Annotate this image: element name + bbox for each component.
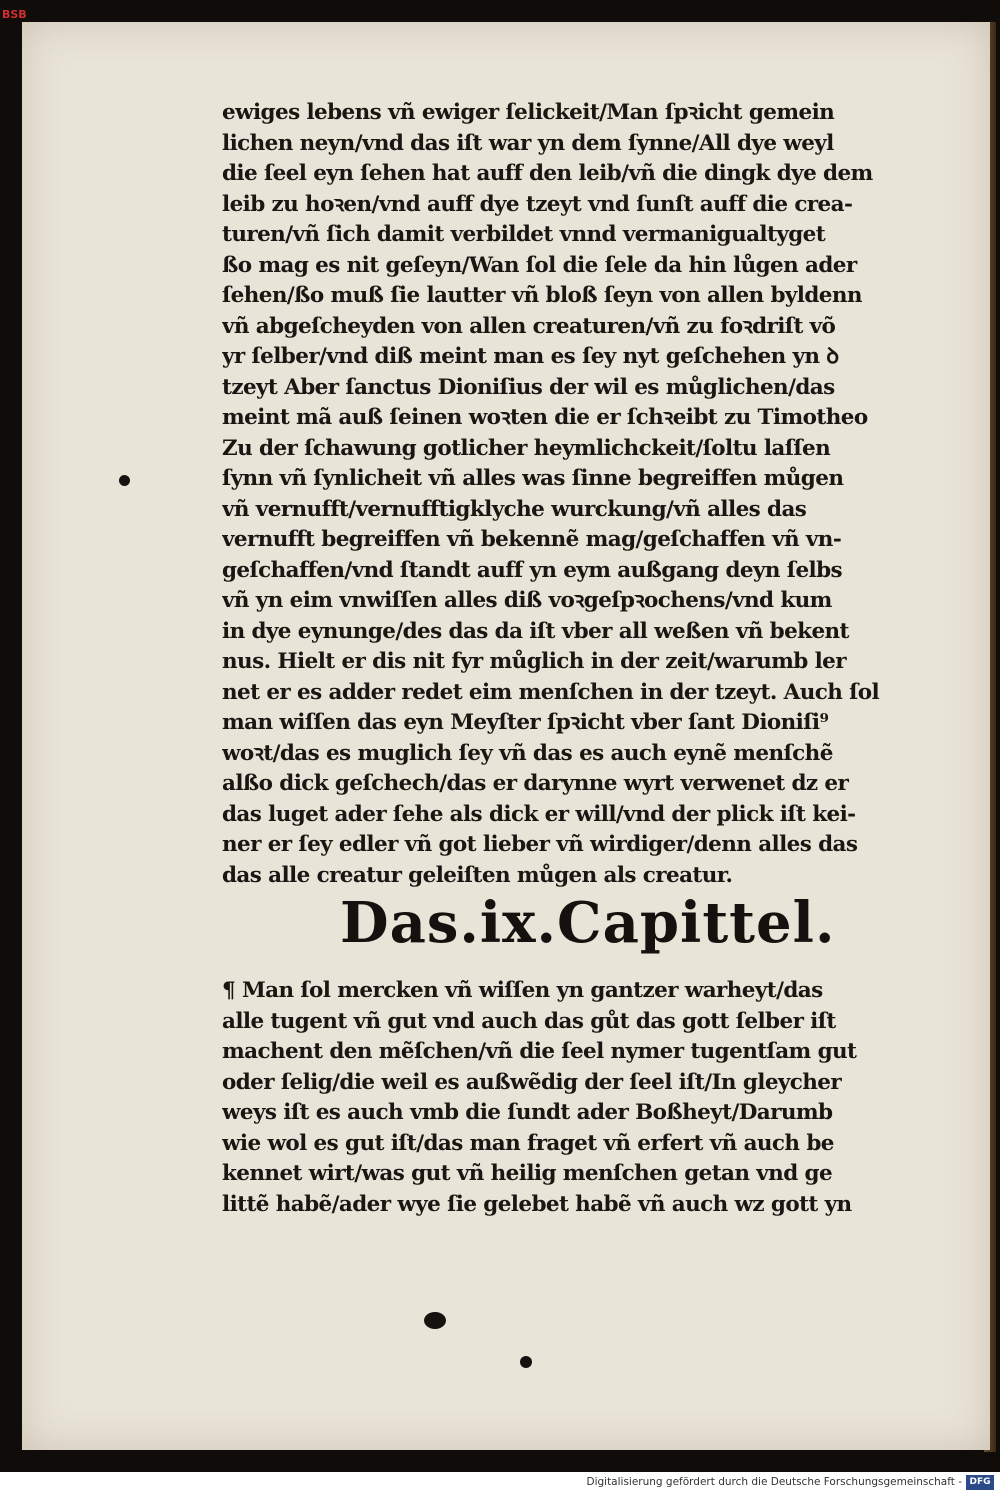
- text-line: in dye eynunge/des das da iſt vber all weßen vñ bekent: [222, 618, 849, 644]
- text-line: ewiges lebens vñ ewiger ſelickeit/Man ſpꝛicht gemein: [222, 100, 835, 125]
- footer-credit: Digitalisierung gefördert durch die Deutsche Forschungsgemeinschaft -: [586, 1476, 962, 1488]
- text-line: vernufft begreiffen vñ bekennẽ mag/geſchaffen vñ vn-: [222, 527, 842, 552]
- text-line: oder ſelig/die weil es außwẽdig der ſeel iſt/In gleycher: [222, 1069, 842, 1095]
- text-line: die ſeel eyn ſehen hat auff den leib/vñ die dingk dye dem: [222, 161, 873, 186]
- text-line: tzeyt Aber ſanctus Dioniſius der wil es můglichen/das: [222, 374, 835, 400]
- dfg-logo: DFG: [966, 1475, 994, 1490]
- text-line: vñ abgeſcheyden von allen creaturen/vñ zu foꝛdriſt võ: [222, 313, 836, 339]
- text-line: net er es adder redet eim menſchen in der tzeyt. Auch ſol: [222, 679, 880, 705]
- text-line: ſynn vñ ſynlicheit vñ alles was ſinne begreiffen můgen: [222, 466, 844, 491]
- text-line: leib zu hoꝛen/vnd auff dye tzeyt vnd ſunſt auff die crea-: [222, 191, 853, 217]
- text-line: ßo mag es nit geſeyn/Wan ſol die ſele da hin lůgen ader: [222, 252, 857, 278]
- library-mark: BSB: [2, 8, 27, 21]
- text-line: das alle creatur geleiſten můgen als creatur.: [222, 862, 733, 888]
- text-line: geſchaffen/vnd ſtandt auff yn eym außgang deyn ſelbs: [222, 557, 843, 583]
- text-line: vñ yn eim vnwiſſen alles diß voꝛgeſpꝛochens/vnd kum: [222, 588, 832, 613]
- text-line: ner er ſey edler vñ got lieber vñ wirdiger/denn alles das: [222, 832, 858, 857]
- text-line: ſehen/ßo muß ſie lautter vñ bloß ſeyn von allen byldenn: [222, 283, 862, 308]
- chapter-heading: Das.ix.Capittel.: [340, 890, 836, 956]
- digitization-footer: [0, 1472, 1000, 1495]
- text-block-main: [222, 98, 902, 891]
- ink-blot: [424, 1312, 446, 1329]
- text-line: alle tugent vñ gut vnd auch das gůt das gott ſelber iſt: [222, 1008, 836, 1034]
- text-line: yr ſelber/vnd diß meint man es ſey nyt geſchehen yn ꝺ: [222, 344, 839, 369]
- bottom-dot: [520, 1356, 532, 1368]
- text-block-chapter: [222, 976, 902, 1220]
- text-line: das luget ader ſehe als dick er will/vnd der plick iſt kei-: [222, 801, 856, 827]
- text-line: Zu der ſchawung gotlicher heymlichckeit/ſoltu laſſen: [222, 435, 831, 461]
- margin-dot: [119, 475, 130, 486]
- text-line: ¶ Man ſol mercken vñ wiſſen yn gantzer warheyt/das: [222, 978, 823, 1003]
- text-line: weys iſt es auch vmb die ſundt ader Boßheyt/Darumb: [222, 1100, 833, 1125]
- text-line: meint mã auß ſeinen woꝛten die er ſchꝛeibt zu Timotheo: [222, 405, 868, 430]
- text-line: littẽ habẽ/ader wye ſie gelebet habẽ vñ auch wz gott yn: [222, 1191, 852, 1217]
- text-line: lichen neyn/vnd das iſt war yn dem ſynne/All dye weyl: [222, 130, 834, 156]
- text-line: nus. Hielt er dis nit fyr můglich in der zeit/warumb ler: [222, 649, 846, 674]
- text-line: machent den mẽſchen/vñ die ſeel nymer tugentſam gut: [222, 1039, 857, 1064]
- text-line: kennet wirt/was gut vñ heilig menſchen getan vnd ge: [222, 1161, 833, 1186]
- text-line: vñ vernufft/vernufftigklyche wurckung/vñ alles das: [222, 496, 807, 522]
- text-line: alßo dick geſchech/das er darynne wyrt verwenet dz er: [222, 771, 849, 796]
- text-line: turen/vñ ſich damit verbildet vnnd vermanigualtyget: [222, 222, 826, 247]
- text-line: wie wol es gut iſt/das man fraget vñ erfert vñ auch be: [222, 1130, 834, 1156]
- text-line: man wiſſen das eyn Meyſter ſpꝛicht vber ſant Dioniſi⁹: [222, 710, 829, 735]
- text-line: woꝛt/das es muglich ſey vñ das es auch eynẽ menſchẽ: [222, 740, 833, 766]
